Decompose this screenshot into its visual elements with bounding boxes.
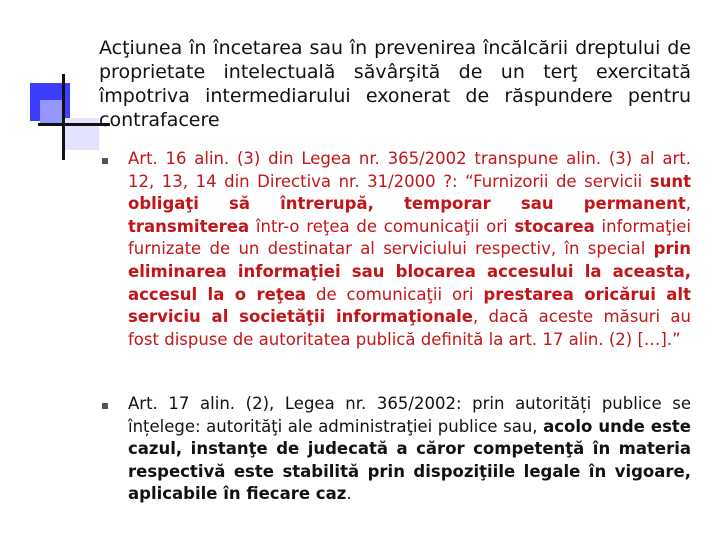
bullet-paragraph-2	[128, 393, 691, 506]
text-run: ,	[685, 194, 691, 214]
text-run-bold: transmiterea	[128, 216, 250, 236]
bullet-paragraph-1	[128, 148, 691, 351]
text-run-bold: sunt obligaţi să întrerupă, temporar sau permanent	[128, 171, 691, 214]
text-run: , dacă aceste măsuri au fost dispuse de autoritatea publică definită la art. 17 alin. (2) […].”	[128, 307, 691, 349]
text-run: informaţiei furnizate de un destinatar al serviciului respectiv, în special	[128, 216, 691, 259]
bullet-marker	[102, 403, 108, 409]
decoration-vertical-line	[62, 74, 65, 160]
text-run: .	[346, 484, 352, 504]
text-run: de comunicaţii ori	[306, 284, 484, 304]
text-run-bold: stocarea	[514, 216, 595, 236]
text-run-bold: prestarea oricărui alt serviciu al societăţii informaţionale	[128, 284, 691, 327]
text-run-bold: acolo unde este cazul, instanţe de judecată a căror competenţă în materia respectivă este stabilită prin dispoziţiile legale în vigoare, aplicabile în fiecare caz	[128, 416, 691, 504]
text-run: într-o reţea de comunicaţii ori	[249, 216, 515, 236]
text-run: Art. 16 alin. (3) din Legea nr. 365/2002 transpune alin. (3) al art. 12, 13, 14 din Directiva nr. 31/2000 ?: “Furnizorii de servicii	[128, 149, 691, 191]
slide-title: Acţiunea în încetarea sau în prevenirea încălcării dreptului de proprietate intelectuală săvârşită de un terţ exercitată împotriva intermediarului exonerat de răspundere pentru contrafacere	[99, 37, 691, 131]
text-run-bold: prin eliminarea informaţiei sau blocarea accesului la aceasta, accesul la o reţea	[128, 239, 691, 304]
bullet-marker	[102, 158, 108, 164]
text-run: Art. 17 alin. (2), Legea nr. 365/2002: prin autorități publice se înțelege: autorităţi ale administraţiei publice sau,	[128, 394, 691, 436]
